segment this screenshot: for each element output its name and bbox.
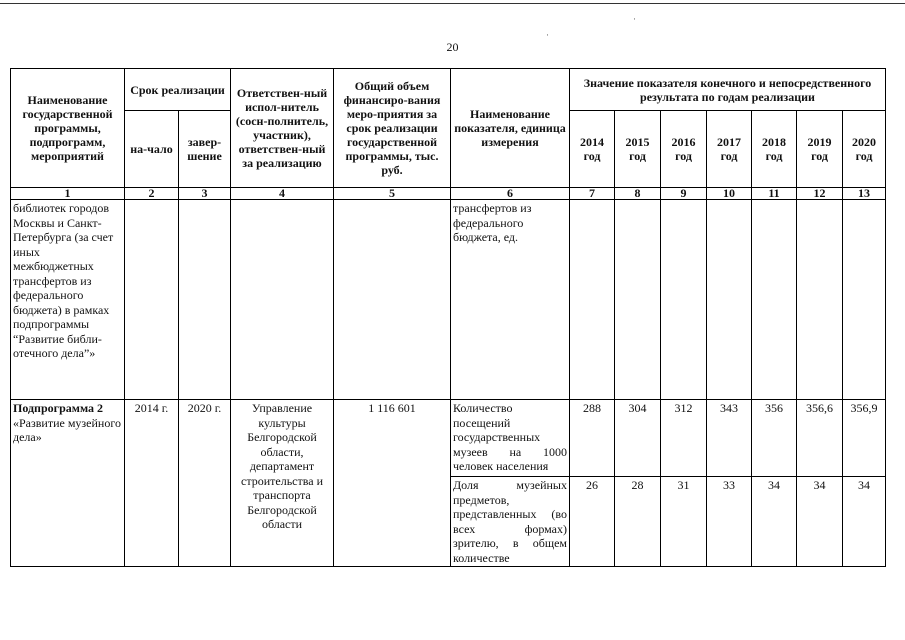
cell-value: 312	[661, 400, 707, 477]
top-rule	[0, 3, 905, 4]
column-number: 12	[797, 188, 843, 200]
cell-empty	[334, 200, 451, 400]
cell-value: 304	[615, 400, 661, 477]
scan-speck: ·	[546, 30, 549, 40]
cell-value: 356,6	[797, 400, 843, 477]
cell-end: 2020 г.	[179, 400, 231, 567]
scan-speck: ·	[633, 14, 636, 24]
cell-start: 2014 г.	[125, 400, 179, 567]
column-number: 6	[451, 188, 570, 200]
column-number: 10	[707, 188, 752, 200]
cell-empty	[752, 200, 797, 400]
header-year: 2018 год	[752, 111, 797, 188]
subprogram-description: «Развитие музейного дела»	[13, 415, 121, 444]
cell-indicator: Доля музейных предметов, представленных (во всех формах) зрителю, в общем количестве	[451, 477, 570, 567]
header-end: завер-шение	[179, 111, 231, 188]
header-responsible: Ответствен-ный испол-нитель (сосн-полнитель, участник), ответствен-ный за реализацию	[231, 69, 334, 188]
column-number: 13	[843, 188, 886, 200]
table-row	[11, 400, 886, 477]
cell-empty	[570, 200, 615, 400]
header-term: Срок реализации	[125, 69, 231, 111]
cell-funding: 1 116 601	[334, 400, 451, 567]
column-number: 2	[125, 188, 179, 200]
header-name: Наименование государственной программы, подпрограмм, мероприятий	[11, 69, 125, 188]
header-year: 2017 год	[707, 111, 752, 188]
column-number: 11	[752, 188, 797, 200]
cell-value: 26	[570, 477, 615, 567]
cell-value: 356,9	[843, 400, 886, 477]
header-year: 2014 год	[570, 111, 615, 188]
cell-value: 34	[797, 477, 843, 567]
cell-empty	[797, 200, 843, 400]
header-start: на-чало	[125, 111, 179, 188]
cell-value: 34	[752, 477, 797, 567]
cell-value: 343	[707, 400, 752, 477]
cell-value: 33	[707, 477, 752, 567]
cell-responsible: Управление культуры Белгородской области, департамент строительства и транспорта Белгородской области	[231, 400, 334, 567]
cell-empty	[125, 200, 179, 400]
header-values-title: Значение показателя конечного и непосредственного результата по годам реализации	[570, 69, 886, 111]
cell-empty	[615, 200, 661, 400]
cell-indicator: Количество посещений государственных музеев на 1000 человек населения	[451, 400, 570, 477]
column-number: 3	[179, 188, 231, 200]
column-number: 9	[661, 188, 707, 200]
header-funding: Общий объем финансиро-вания меро-приятия за срок реализации государственной программы, тыс. руб.	[334, 69, 451, 188]
cell-indicator: трансфертов из федерального бюджета, ед.	[451, 200, 570, 400]
cell-empty	[179, 200, 231, 400]
column-number: 1	[11, 188, 125, 200]
column-number: 4	[231, 188, 334, 200]
cell-program-name: библиотек городов Москвы и Санкт-Петербурга (за счет иных межбюджетных трансфертов из федерального бюджета) в рамках подпрограммы “Развитие библи-отечного дела”»	[11, 200, 125, 400]
header-year: 2016 год	[661, 111, 707, 188]
column-number: 5	[334, 188, 451, 200]
cell-value: 28	[615, 477, 661, 567]
cell-empty	[661, 200, 707, 400]
cell-value: 288	[570, 400, 615, 477]
header-year: 2019 год	[797, 111, 843, 188]
header-year: 2015 год	[615, 111, 661, 188]
page-number: 20	[446, 40, 459, 54]
table-row	[11, 200, 886, 400]
header-year: 2020 год	[843, 111, 886, 188]
cell-subprogram-name	[11, 400, 125, 567]
cell-empty	[843, 200, 886, 400]
cell-empty	[707, 200, 752, 400]
cell-value: 31	[661, 477, 707, 567]
cell-value: 356	[752, 400, 797, 477]
cell-value: 34	[843, 477, 886, 567]
header-indicator: Наименование показателя, единица измерения	[451, 69, 570, 188]
program-table	[10, 68, 886, 567]
subprogram-title: Подпрограмма 2	[13, 401, 104, 415]
column-number: 8	[615, 188, 661, 200]
cell-empty	[231, 200, 334, 400]
column-number: 7	[570, 188, 615, 200]
